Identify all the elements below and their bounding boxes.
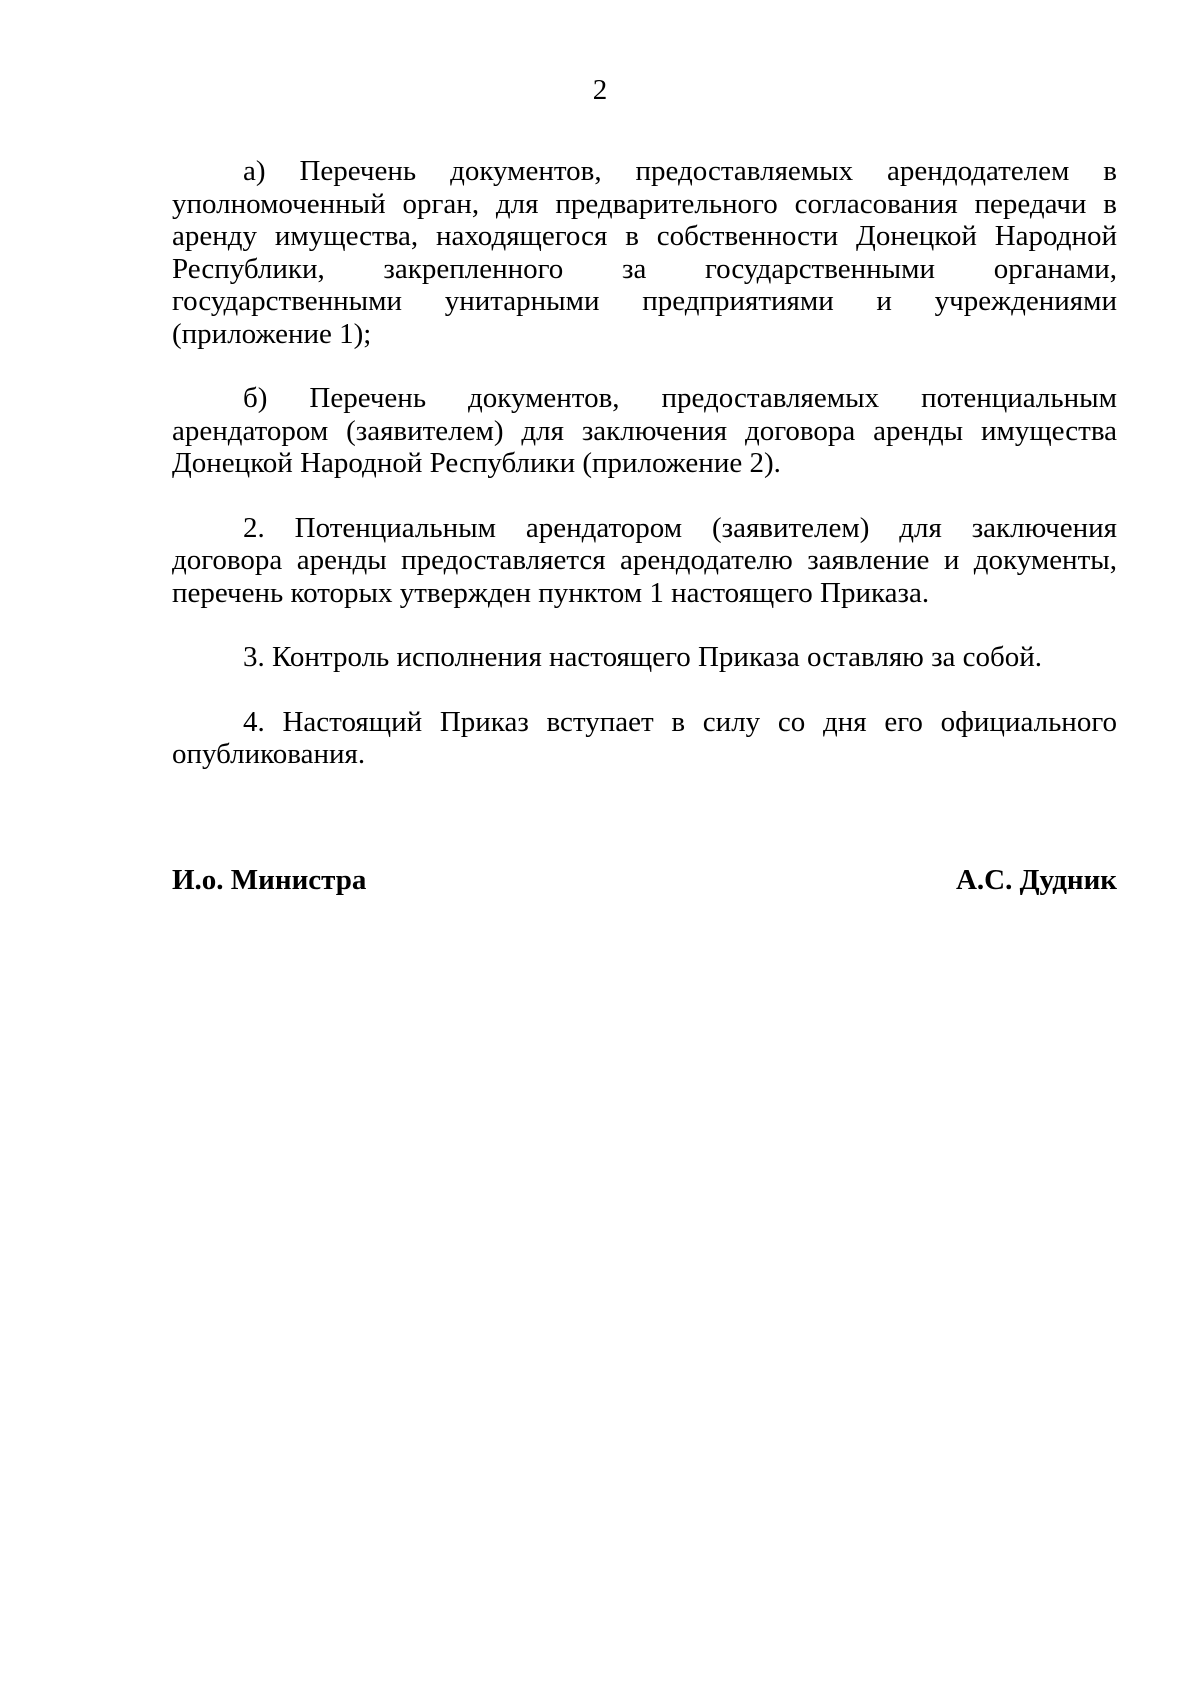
signatory-name: А.С. Дудник [955, 864, 1117, 896]
document-body [172, 155, 1117, 771]
paragraph-item-2: 2. Потенциальным арендатором (заявителем) для заключения договора аренды предоставляется арендодателю заявление и документы, перечень которых утвержден пунктом 1 настоящего Приказа. [172, 511, 1117, 609]
paragraph-item-4: 4. Настоящий Приказ вступает в силу со дня его официального опубликования. [172, 705, 1117, 770]
paragraph-item-3: 3. Контроль исполнения настоящего Приказа оставляю за собой. [243, 641, 1043, 673]
signature-block [172, 862, 1117, 898]
page-number: 2 [592, 74, 608, 106]
paragraph-item-a: а) Перечень документов, предоставляемых арендодателем в уполномоченный орган, для предварительного согласования передачи в аренду имущества, находящегося в собственности Донецкой Народной Республики, закрепленного за государственными органами, государственными унитарными предприятиями и учреждениями (приложение 1); [172, 155, 1117, 350]
paragraph-item-b: б) Перечень документов, предоставляемых потенциальным арендатором (заявителем) для заключения договора аренды имущества Донецкой Народной Республики (приложение 2). [172, 382, 1117, 479]
signatory-position: И.о. Министра [172, 864, 367, 896]
